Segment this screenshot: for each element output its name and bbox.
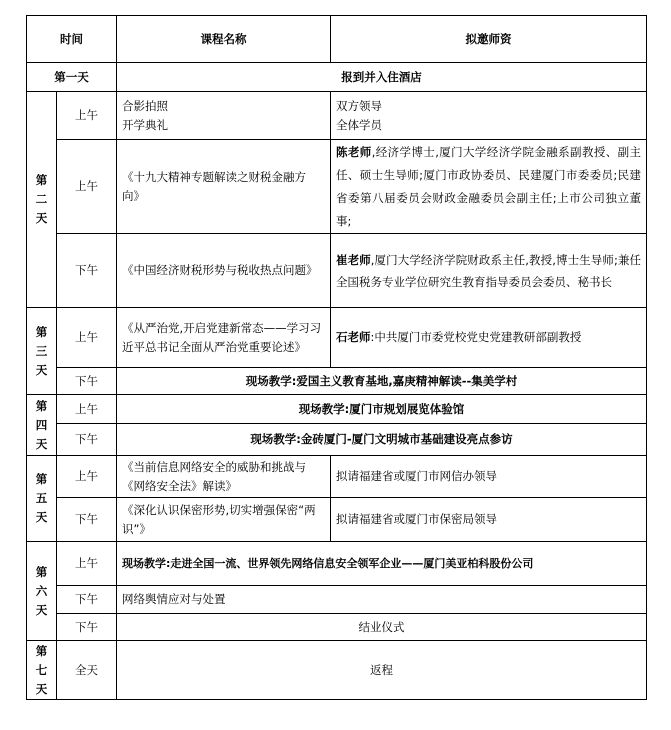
- teacher-desc: :中共厦门市委党校党史党建教研部副教授: [370, 330, 582, 344]
- day-content: 报到并入住酒店: [117, 63, 647, 92]
- period-cell: 全天: [57, 641, 117, 700]
- table-row: [27, 92, 647, 140]
- course-cell: 合影拍照 开学典礼: [117, 92, 331, 140]
- teacher-desc: ,厦门大学经济学院财政系主任,教授,博士生导师;兼任全国税务专业学位研究生教育指导委员会委员、秘书长: [336, 252, 642, 289]
- table-row: [27, 395, 647, 424]
- table-row: [27, 368, 647, 395]
- table-row: [27, 424, 647, 456]
- teacher-cell: [331, 140, 647, 234]
- header-teacher: 拟邀师资: [331, 16, 647, 63]
- field-teaching-cell: 现场教学:厦门市规划展览体验馆: [117, 395, 647, 424]
- period-cell: 上午: [57, 456, 117, 498]
- teacher-name: 崔老师: [336, 252, 371, 267]
- period-cell: 上午: [57, 395, 117, 424]
- teacher-cell: 拟请福建省或厦门市保密局领导: [331, 498, 647, 542]
- course-cell: 《十九大精神专题解读之财税金融方向》: [117, 140, 331, 234]
- period-cell: 下午: [57, 368, 117, 395]
- table-row: [27, 140, 647, 234]
- day-label: 第 四 天: [27, 395, 57, 456]
- teacher-cell: 拟请福建省或厦门市网信办领导: [331, 456, 647, 498]
- teacher-name: 石老师: [336, 330, 371, 344]
- field-teaching-cell: 现场教学:走进全国一流、世界领先网络信息安全领军企业——厦门美亚柏科股份公司: [117, 542, 647, 586]
- table-row: [27, 308, 647, 368]
- field-teaching-cell: 现场教学:金砖厦门-厦门文明城市基础建设亮点参访: [117, 424, 647, 456]
- teacher-name: 陈老师: [336, 144, 372, 159]
- teacher-desc: ,经济学博士,厦门大学经济学院金融系副教授、副主任、硕士生导师;厦门市政协委员、民建厦门市委委员;民建省委第八届委员会财政金融委员会副主任;上市公司独立董事;: [336, 144, 642, 228]
- course-cell: 网络舆情应对与处置: [117, 586, 647, 614]
- table-row: [27, 456, 647, 498]
- table-row: [27, 542, 647, 586]
- course-cell: 《深化认识保密形势,切实增强保密“两识”》: [117, 498, 331, 542]
- period-cell: 上午: [57, 308, 117, 368]
- table-row: [27, 498, 647, 542]
- day-label: 第 二 天: [27, 92, 57, 308]
- header-time: 时间: [27, 16, 117, 63]
- course-cell: 返程: [117, 641, 647, 700]
- table-row: [27, 63, 647, 92]
- table-row: [27, 641, 647, 700]
- field-teaching-cell: 现场教学:爱国主义教育基地,嘉庚精神解读--集美学村: [117, 368, 647, 395]
- teacher-cell: [331, 308, 647, 368]
- table-row: [27, 614, 647, 641]
- day-label: 第一天: [27, 63, 117, 92]
- day-label: 第 六 天: [27, 542, 57, 641]
- period-cell: 下午: [57, 424, 117, 456]
- course-schedule-table: [26, 15, 647, 700]
- course-cell: 《中国经济财税形势与税收热点问题》: [117, 234, 331, 308]
- period-cell: 下午: [57, 614, 117, 641]
- period-cell: 下午: [57, 234, 117, 308]
- course-cell: 《当前信息网络安全的威胁和挑战与《网络安全法》解读》: [117, 456, 331, 498]
- period-cell: 上午: [57, 140, 117, 234]
- period-cell: 下午: [57, 498, 117, 542]
- day-label: 第 三 天: [27, 308, 57, 395]
- course-cell: 《从严治党,开启党建新常态——学习习近平总书记全面从严治党重要论述》: [117, 308, 331, 368]
- period-cell: 上午: [57, 542, 117, 586]
- day-label: 第 七 天: [27, 641, 57, 700]
- course-cell: 结业仪式: [117, 614, 647, 641]
- table-row: [27, 234, 647, 308]
- period-cell: 上午: [57, 92, 117, 140]
- table-header-row: [27, 16, 647, 63]
- teacher-cell: [331, 234, 647, 308]
- day-label: 第 五 天: [27, 456, 57, 542]
- period-cell: 下午: [57, 586, 117, 614]
- teacher-cell: 双方领导 全体学员: [331, 92, 647, 140]
- table-row: [27, 586, 647, 614]
- header-course: 课程名称: [117, 16, 331, 63]
